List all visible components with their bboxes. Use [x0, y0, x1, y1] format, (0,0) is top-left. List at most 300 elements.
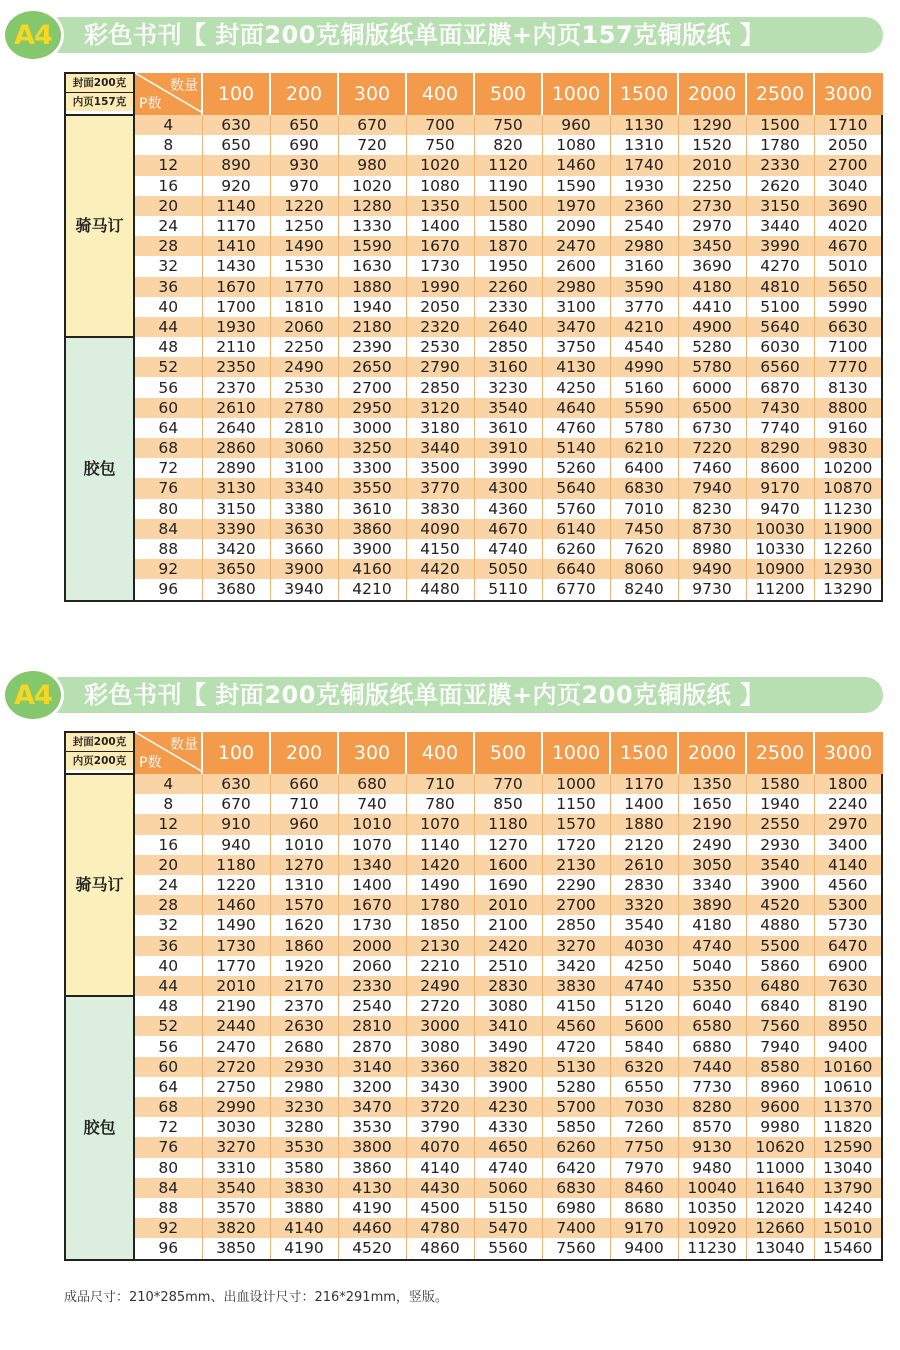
- price-cell: 920: [202, 176, 270, 196]
- price-cell: 2170: [270, 976, 338, 996]
- price-cell: 2980: [610, 236, 678, 256]
- price-cell: 1340: [338, 855, 406, 875]
- price-cell: 3610: [474, 418, 542, 438]
- price-cell: 4720: [542, 1036, 610, 1056]
- quantity-header: 100: [202, 73, 270, 115]
- price-cell: 2320: [406, 317, 474, 337]
- price-cell: 2360: [610, 196, 678, 216]
- price-cell: 2610: [202, 398, 270, 418]
- price-cell: 3690: [814, 196, 882, 216]
- price-cell: 3000: [406, 1016, 474, 1036]
- price-cell: 1400: [338, 875, 406, 895]
- price-cell: 2630: [270, 1016, 338, 1036]
- table-row: [65, 559, 882, 579]
- page-count-cell: 52: [134, 357, 202, 377]
- price-cell: 2120: [610, 835, 678, 855]
- price-cell: 2700: [338, 377, 406, 397]
- table-row: [65, 875, 882, 895]
- price-cell: 2260: [474, 277, 542, 297]
- price-cell: 2180: [338, 317, 406, 337]
- price-cell: 7460: [678, 458, 746, 478]
- price-cell: 1010: [338, 814, 406, 834]
- price-cell: 2190: [202, 996, 270, 1016]
- price-cell: 3910: [474, 438, 542, 458]
- price-cell: 1250: [270, 216, 338, 236]
- binding-saddle-stitch: 骑马订: [65, 115, 134, 337]
- binding-saddle-stitch: 骑马订: [65, 774, 134, 996]
- page-count-cell: 96: [134, 1238, 202, 1259]
- price-cell: 2970: [814, 814, 882, 834]
- price-cell: 2470: [202, 1036, 270, 1056]
- price-cell: 6830: [542, 1178, 610, 1198]
- price-cell: 1270: [270, 855, 338, 875]
- price-cell: 11820: [814, 1117, 882, 1137]
- price-cell: 4190: [270, 1238, 338, 1259]
- table-row: [65, 176, 882, 196]
- price-cell: 5600: [610, 1016, 678, 1036]
- price-cell: 2830: [610, 875, 678, 895]
- table-row: [65, 135, 882, 155]
- header-row: [65, 732, 882, 774]
- price-cell: 11200: [746, 579, 814, 600]
- price-cell: 3660: [270, 539, 338, 559]
- page-count-cell: 56: [134, 377, 202, 397]
- price-cell: 3420: [542, 956, 610, 976]
- price-cell: 4740: [474, 539, 542, 559]
- price-cell: 5160: [610, 377, 678, 397]
- price-cell: 1590: [338, 236, 406, 256]
- paper-spec-label: [65, 732, 134, 774]
- price-cell: 2130: [406, 936, 474, 956]
- price-cell: 750: [474, 115, 542, 135]
- price-cell: 3470: [338, 1097, 406, 1117]
- page-count-cell: 16: [134, 835, 202, 855]
- price-cell: 1330: [338, 216, 406, 236]
- price-cell: 5110: [474, 579, 542, 600]
- price-cell: 630: [202, 115, 270, 135]
- price-cell: 8060: [610, 559, 678, 579]
- quantity-header: 2000: [678, 732, 746, 774]
- table-row: [65, 1198, 882, 1218]
- price-cell: 890: [202, 155, 270, 175]
- price-cell: 6900: [814, 956, 882, 976]
- table-row: [65, 936, 882, 956]
- price-cell: 2330: [746, 155, 814, 175]
- price-cell: 9600: [746, 1097, 814, 1117]
- price-cell: 670: [338, 115, 406, 135]
- price-cell: 5560: [474, 1238, 542, 1259]
- price-cell: 3610: [338, 499, 406, 519]
- price-cell: 6730: [678, 418, 746, 438]
- price-cell: 13290: [814, 579, 882, 600]
- price-cell: 6500: [678, 398, 746, 418]
- price-cell: 1740: [610, 155, 678, 175]
- price-cell: 910: [202, 814, 270, 834]
- quantity-header: 300: [338, 732, 406, 774]
- price-cell: 2990: [202, 1097, 270, 1117]
- price-cell: 2700: [542, 895, 610, 915]
- price-cell: 1880: [338, 277, 406, 297]
- page-count-cell: 40: [134, 297, 202, 317]
- price-cell: 3410: [474, 1016, 542, 1036]
- price-cell: 1190: [474, 176, 542, 196]
- table-row: [65, 1178, 882, 1198]
- price-cell: 4900: [678, 317, 746, 337]
- price-cell: 980: [338, 155, 406, 175]
- page-count-cell: 80: [134, 499, 202, 519]
- price-cell: 6630: [814, 317, 882, 337]
- price-cell: 3530: [270, 1137, 338, 1157]
- price-cell: 1070: [338, 835, 406, 855]
- price-cell: 4500: [406, 1198, 474, 1218]
- price-cell: 1770: [270, 277, 338, 297]
- price-cell: 7940: [746, 1036, 814, 1056]
- price-cell: 3270: [542, 936, 610, 956]
- quantity-header: 300: [338, 73, 406, 115]
- table-row: [65, 956, 882, 976]
- price-cell: 2850: [474, 337, 542, 357]
- price-cell: 2000: [338, 936, 406, 956]
- price-cell: 9170: [610, 1218, 678, 1238]
- price-cell: 2810: [270, 418, 338, 438]
- binding-perfect-bound: 胶包: [65, 996, 134, 1259]
- price-cell: 1140: [202, 196, 270, 216]
- page-count-cell: 28: [134, 895, 202, 915]
- price-cell: 7400: [542, 1218, 610, 1238]
- price-cell: 9400: [814, 1036, 882, 1056]
- table-row: [65, 337, 882, 357]
- price-cell: 660: [270, 774, 338, 794]
- price-cell: 10610: [814, 1077, 882, 1097]
- price-cell: 4210: [610, 317, 678, 337]
- page-count-cell: 84: [134, 1178, 202, 1198]
- price-cell: 3680: [202, 579, 270, 600]
- size-badge: [2, 668, 64, 722]
- price-cell: 4560: [542, 1016, 610, 1036]
- price-cell: 3230: [270, 1097, 338, 1117]
- price-cell: 2980: [542, 277, 610, 297]
- price-cell: 3100: [542, 297, 610, 317]
- price-cell: 5640: [746, 317, 814, 337]
- price-cell: 1720: [542, 835, 610, 855]
- price-cell: 1850: [406, 915, 474, 935]
- price-cell: 3230: [474, 377, 542, 397]
- price-cell: 10620: [746, 1137, 814, 1157]
- price-cell: 10030: [746, 519, 814, 539]
- price-cell: 6980: [542, 1198, 610, 1218]
- price-cell: 11000: [746, 1158, 814, 1178]
- price-cell: 7770: [814, 357, 882, 377]
- header-row: [65, 73, 882, 115]
- price-cell: 5640: [542, 478, 610, 498]
- quantity-label: 数量: [170, 737, 198, 753]
- price-cell: 2640: [474, 317, 542, 337]
- price-cell: 3580: [270, 1158, 338, 1178]
- price-cell: 4860: [406, 1238, 474, 1259]
- cover-spec: 封面200克: [66, 733, 133, 751]
- price-cell: 1350: [678, 774, 746, 794]
- price-cell: 740: [338, 794, 406, 814]
- price-cell: 3250: [338, 438, 406, 458]
- table-row: [65, 1016, 882, 1036]
- page-count-cell: 44: [134, 317, 202, 337]
- price-cell: 3440: [406, 438, 474, 458]
- page-count-cell: 72: [134, 1117, 202, 1137]
- price-cell: 9130: [678, 1137, 746, 1157]
- price-cell: 3200: [338, 1077, 406, 1097]
- price-cell: 12260: [814, 539, 882, 559]
- price-cell: 5050: [474, 559, 542, 579]
- price-cell: 3900: [746, 875, 814, 895]
- price-cell: 9470: [746, 499, 814, 519]
- price-cell: 3550: [338, 478, 406, 498]
- price-cell: 1400: [406, 216, 474, 236]
- table-row: [65, 418, 882, 438]
- page-count-cell: 80: [134, 1158, 202, 1178]
- price-cell: 10900: [746, 559, 814, 579]
- price-cell: 7260: [610, 1117, 678, 1137]
- table-row: [65, 1057, 882, 1077]
- section-title: 彩色书刊【 封面200克铜版纸单面亚膜+内页200克铜版纸 】: [84, 681, 765, 709]
- price-cell: 3830: [406, 499, 474, 519]
- price-cell: 3820: [474, 1057, 542, 1077]
- price-cell: 11230: [678, 1238, 746, 1259]
- price-cell: 1600: [474, 855, 542, 875]
- cover-spec: 封面200克: [66, 74, 133, 92]
- price-cell: 9730: [678, 579, 746, 600]
- price-cell: 2540: [338, 996, 406, 1016]
- page-count-cell: 96: [134, 579, 202, 600]
- price-cell: 4070: [406, 1137, 474, 1157]
- price-cell: 1570: [270, 895, 338, 915]
- price-cell: 4640: [542, 398, 610, 418]
- price-cell: 8130: [814, 377, 882, 397]
- price-cell: 4020: [814, 216, 882, 236]
- price-cell: 3770: [610, 297, 678, 317]
- price-cell: 4480: [406, 579, 474, 600]
- price-cell: 2530: [406, 337, 474, 357]
- price-cell: 8600: [746, 458, 814, 478]
- price-cell: 2110: [202, 337, 270, 357]
- price-cell: 7560: [542, 1238, 610, 1259]
- price-cell: 4810: [746, 277, 814, 297]
- price-cell: 6400: [610, 458, 678, 478]
- price-cell: 2250: [270, 337, 338, 357]
- price-cell: 2850: [542, 915, 610, 935]
- table-row: [65, 499, 882, 519]
- price-cell: 3900: [474, 1077, 542, 1097]
- price-cell: 3130: [202, 478, 270, 498]
- price-cell: 7970: [610, 1158, 678, 1178]
- table-row: [65, 976, 882, 996]
- page-count-cell: 92: [134, 559, 202, 579]
- page-count-cell: 76: [134, 1137, 202, 1157]
- price-cell: 6210: [610, 438, 678, 458]
- price-cell: 4430: [406, 1178, 474, 1198]
- price-cell: 1880: [610, 814, 678, 834]
- price-cell: 8570: [678, 1117, 746, 1137]
- price-cell: 1460: [542, 155, 610, 175]
- price-cell: 630: [202, 774, 270, 794]
- price-cell: 1490: [202, 915, 270, 935]
- quantity-header: 2500: [746, 73, 814, 115]
- price-cell: 2490: [270, 357, 338, 377]
- price-cell: 930: [270, 155, 338, 175]
- price-cell: 7630: [814, 976, 882, 996]
- page-count-cell: 92: [134, 1218, 202, 1238]
- table-row: [65, 1077, 882, 1097]
- price-cell: 3860: [338, 1158, 406, 1178]
- price-cell: 6880: [678, 1036, 746, 1056]
- price-cell: 1270: [474, 835, 542, 855]
- price-cell: 2190: [678, 814, 746, 834]
- price-cell: 2530: [270, 377, 338, 397]
- price-cell: 6560: [746, 357, 814, 377]
- quantity-header: 1500: [610, 73, 678, 115]
- diagonal-header-cell: [134, 73, 202, 115]
- price-cell: 6830: [610, 478, 678, 498]
- table-row: [65, 1158, 882, 1178]
- price-cell: 3830: [270, 1178, 338, 1198]
- price-cell: 4270: [746, 256, 814, 276]
- pages-label: P数: [139, 755, 162, 771]
- inner-spec: 内页200克: [66, 751, 133, 770]
- price-cell: 2950: [338, 398, 406, 418]
- price-cell: 3990: [746, 236, 814, 256]
- price-cell: 5850: [542, 1117, 610, 1137]
- price-cell: 1490: [270, 236, 338, 256]
- price-cell: 5500: [746, 936, 814, 956]
- price-cell: 2100: [474, 915, 542, 935]
- price-cell: 1220: [270, 196, 338, 216]
- price-cell: 3120: [406, 398, 474, 418]
- price-cell: 4990: [610, 357, 678, 377]
- price-cell: 3390: [202, 519, 270, 539]
- price-cell: 8960: [746, 1077, 814, 1097]
- price-cell: 7100: [814, 337, 882, 357]
- price-cell: 1500: [746, 115, 814, 135]
- price-cell: 1990: [406, 277, 474, 297]
- price-cell: 1350: [406, 196, 474, 216]
- page-count-cell: 88: [134, 1198, 202, 1218]
- price-cell: 3490: [474, 1036, 542, 1056]
- price-cell: 6470: [814, 936, 882, 956]
- quantity-label: 数量: [170, 78, 198, 94]
- price-cell: 1010: [270, 835, 338, 855]
- page-count-cell: 48: [134, 996, 202, 1016]
- table-row: [65, 774, 882, 794]
- price-cell: 690: [270, 135, 338, 155]
- price-cell: 720: [338, 135, 406, 155]
- price-cell: 960: [542, 115, 610, 135]
- price-cell: 1140: [406, 835, 474, 855]
- price-cell: 650: [270, 115, 338, 135]
- price-cell: 1420: [406, 855, 474, 875]
- price-cell: 7450: [610, 519, 678, 539]
- price-cell: 2970: [678, 216, 746, 236]
- price-cell: 1710: [814, 115, 882, 135]
- price-cell: 1180: [474, 814, 542, 834]
- price-cell: 1800: [814, 774, 882, 794]
- price-cell: 5140: [542, 438, 610, 458]
- price-cell: 3880: [270, 1198, 338, 1218]
- price-cell: 3160: [474, 357, 542, 377]
- price-cell: 650: [202, 135, 270, 155]
- price-cell: 4560: [814, 875, 882, 895]
- price-cell: 1670: [338, 895, 406, 915]
- price-cell: 3280: [270, 1117, 338, 1137]
- price-cell: 3850: [202, 1238, 270, 1259]
- table-row: [65, 579, 882, 600]
- price-cell: 1170: [610, 774, 678, 794]
- price-cell: 3080: [474, 996, 542, 1016]
- quantity-header: 500: [474, 732, 542, 774]
- price-cell: 1170: [202, 216, 270, 236]
- price-cell: 1930: [202, 317, 270, 337]
- price-cell: 3030: [202, 1117, 270, 1137]
- price-cell: 3800: [338, 1137, 406, 1157]
- price-cell: 3540: [746, 855, 814, 875]
- price-cell: 750: [406, 135, 474, 155]
- price-cell: 4180: [678, 277, 746, 297]
- price-cell: 3440: [746, 216, 814, 236]
- price-cell: 2130: [542, 855, 610, 875]
- price-cell: 12660: [746, 1218, 814, 1238]
- price-cell: 3430: [406, 1077, 474, 1097]
- page-count-cell: 28: [134, 236, 202, 256]
- price-cell: 2470: [542, 236, 610, 256]
- price-cell: 5130: [542, 1057, 610, 1077]
- price-cell: 3720: [406, 1097, 474, 1117]
- size-badge-text: A4: [14, 19, 52, 51]
- price-cell: 1150: [542, 794, 610, 814]
- price-cell: 5150: [474, 1198, 542, 1218]
- price-cell: 3540: [610, 915, 678, 935]
- size-badge: [2, 8, 64, 62]
- price-cell: 2060: [338, 956, 406, 976]
- page-count-cell: 24: [134, 875, 202, 895]
- price-cell: 3590: [610, 277, 678, 297]
- price-cell: 3820: [202, 1218, 270, 1238]
- price-cell: 8680: [610, 1198, 678, 1218]
- page-count-cell: 72: [134, 458, 202, 478]
- price-cell: 8730: [678, 519, 746, 539]
- price-cell: 6870: [746, 377, 814, 397]
- page-count-cell: 32: [134, 256, 202, 276]
- price-cell: 8950: [814, 1016, 882, 1036]
- price-cell: 4150: [406, 539, 474, 559]
- price-cell: 5040: [678, 956, 746, 976]
- price-cell: 15010: [814, 1218, 882, 1238]
- price-cell: 1920: [270, 956, 338, 976]
- price-cell: 5060: [474, 1178, 542, 1198]
- price-cell: 770: [474, 774, 542, 794]
- page-count-cell: 52: [134, 1016, 202, 1036]
- price-cell: 3900: [270, 559, 338, 579]
- price-table: [64, 731, 883, 1261]
- table-row: [65, 277, 882, 297]
- price-cell: 6040: [678, 996, 746, 1016]
- page-count-cell: 88: [134, 539, 202, 559]
- price-cell: 5300: [814, 895, 882, 915]
- price-cell: 4650: [474, 1137, 542, 1157]
- page-count-cell: 68: [134, 1097, 202, 1117]
- price-cell: 3540: [474, 398, 542, 418]
- price-cell: 2730: [678, 196, 746, 216]
- price-cell: 2490: [678, 835, 746, 855]
- price-cell: 5760: [542, 499, 610, 519]
- price-cell: 6260: [542, 539, 610, 559]
